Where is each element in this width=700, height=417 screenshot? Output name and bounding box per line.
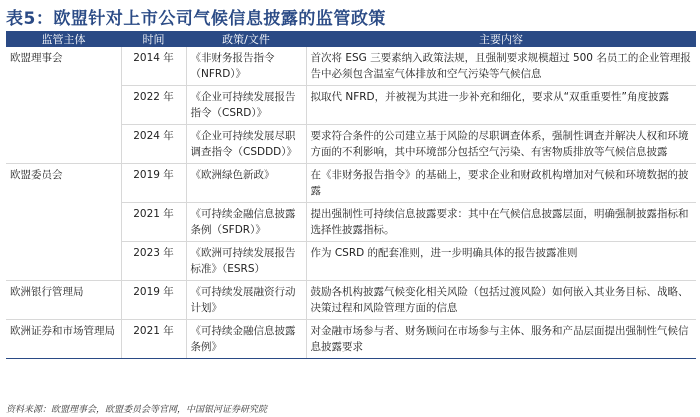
content-cell: 对金融市场参与者、财务顾问在市场参与主体、服务和产品层面提出强制性气候信息披露要求 bbox=[306, 320, 696, 359]
time-cell: 2024 年 bbox=[121, 125, 186, 164]
policy-cell: 《欧洲可持续发展报告标准》（ESRS） bbox=[186, 242, 306, 281]
time-cell: 2014 年 bbox=[121, 47, 186, 86]
supervisor-cell: 欧盟委员会 bbox=[6, 164, 121, 281]
header-supervisor: 监管主体 bbox=[6, 31, 121, 47]
policy-cell: 《可持续发展融资行动计划》 bbox=[186, 281, 306, 320]
time-cell: 2019 年 bbox=[121, 164, 186, 203]
table-row bbox=[6, 164, 696, 203]
time-cell: 2023 年 bbox=[121, 242, 186, 281]
policy-cell: 《非财务报告指令（NFRD）》 bbox=[186, 47, 306, 86]
policy-cell: 《可持续金融信息披露条例（SFDR）》 bbox=[186, 203, 306, 242]
table-row bbox=[6, 320, 696, 359]
policy-cell: 《企业可持续发展尽职调查指令（CSDDD）》 bbox=[186, 125, 306, 164]
content-cell: 鼓励各机构披露气候变化相关风险（包括过渡风险）如何嵌入其业务目标、战略、决策过程和风险管理方面的信息 bbox=[306, 281, 696, 320]
time-cell: 2022 年 bbox=[121, 86, 186, 125]
time-cell: 2019 年 bbox=[121, 281, 186, 320]
header-policy: 政策/文件 bbox=[186, 31, 306, 47]
content-cell: 在《非财务报告指令》的基础上，要求企业和财政机构增加对气候和环境数据的披露 bbox=[306, 164, 696, 203]
source-note: 资料来源：欧盟理事会，欧盟委员会等官网，中国银河证券研究院 bbox=[6, 405, 268, 415]
table-row bbox=[6, 281, 696, 320]
content-cell: 提出强制性可持续信息披露要求：其中在气候信息披露层面，明确强制披露指标和选择性披露指标。 bbox=[306, 203, 696, 242]
content-cell: 首次将 ESG 三要素纳入政策法规，且强制要求规模超过 500 名员工的企业管理报告中必须包含温室气体排放和空气污染等气候信息 bbox=[306, 47, 696, 86]
time-cell: 2021 年 bbox=[121, 203, 186, 242]
policy-cell: 《企业可持续发展报告指令（CSRD）》 bbox=[186, 86, 306, 125]
table-title: 表5：欧盟针对上市公司气候信息披露的监管政策 bbox=[6, 9, 386, 29]
policy-table bbox=[6, 31, 696, 359]
policy-table-container bbox=[6, 31, 696, 359]
time-cell: 2021 年 bbox=[121, 320, 186, 359]
supervisor-cell: 欧洲银行管理局 bbox=[6, 281, 121, 320]
content-cell: 要求符合条件的公司建立基于风险的尽职调查体系，强制性调查并解决人权和环境方面的不利影响，其中环境部分包括空气污染、有害物质排放等气候信息披露 bbox=[306, 125, 696, 164]
policy-cell: 《欧洲绿色新政》 bbox=[186, 164, 306, 203]
supervisor-cell: 欧洲证券和市场管理局 bbox=[6, 320, 121, 359]
header-time: 时间 bbox=[121, 31, 186, 47]
content-cell: 作为 CSRD 的配套准则，进一步明确具体的报告披露准则 bbox=[306, 242, 696, 281]
policy-cell: 《可持续金融信息披露条例》 bbox=[186, 320, 306, 359]
table-row bbox=[6, 47, 696, 86]
supervisor-cell: 欧盟理事会 bbox=[6, 47, 121, 164]
header-content: 主要内容 bbox=[306, 31, 696, 47]
content-cell: 拟取代 NFRD，并被视为其进一步补充和细化，要求从“双重重要性”角度披露 bbox=[306, 86, 696, 125]
table-header-row bbox=[6, 31, 696, 47]
